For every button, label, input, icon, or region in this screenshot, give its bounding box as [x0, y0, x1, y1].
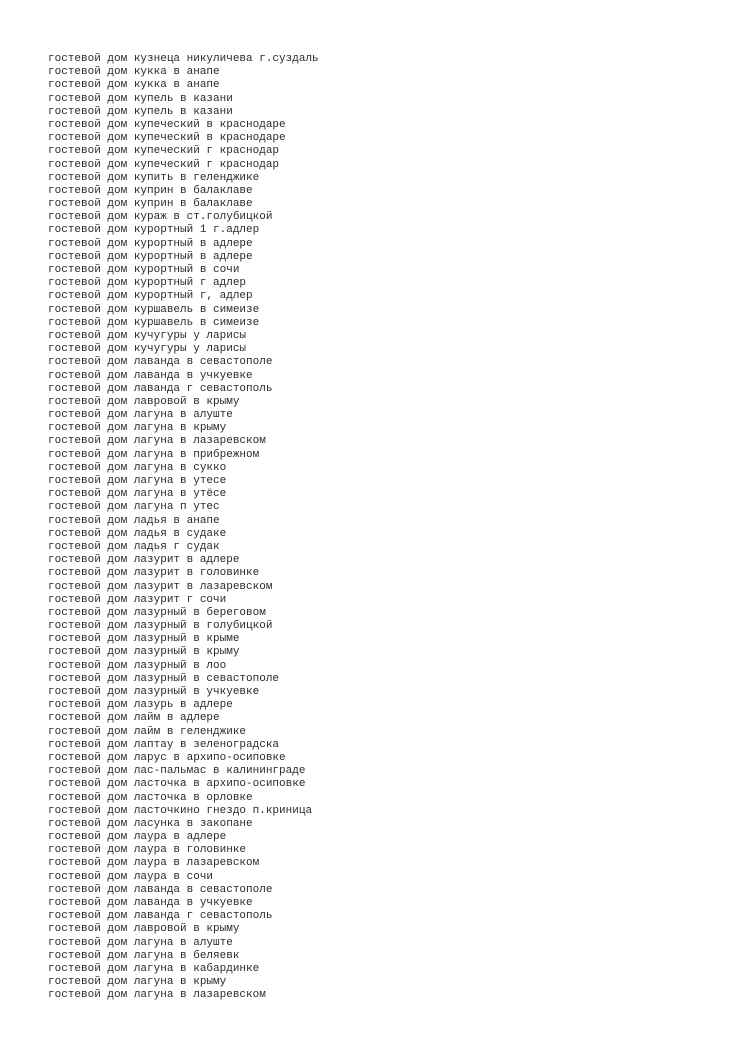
- text-line: гостевой дом лагуна п утес: [48, 501, 220, 514]
- text-line: гостевой дом курортный г, адлер: [48, 290, 253, 303]
- text-line: гостевой дом лаура в лазаревском: [48, 857, 260, 870]
- text-line: гостевой дом курортный г адлер: [48, 277, 247, 290]
- text-line: гостевой дом купеческий в краснодаре: [48, 132, 286, 145]
- text-line: гостевой дом курортный в адлере: [48, 250, 253, 263]
- text-line: гостевой дом ладья в судаке: [48, 527, 227, 540]
- text-line: гостевой дом лаванда г севастополь: [48, 910, 273, 923]
- text-line: гостевой дом кураж в ст.голубицкой: [48, 211, 273, 224]
- text-line: гостевой дом ласточка в орловке: [48, 791, 253, 804]
- text-line: гостевой дом лаванда в учкуевке: [48, 369, 253, 382]
- text-line: гостевой дом лазурный в крыме: [48, 633, 240, 646]
- text-line: гостевой дом куприн в балаклаве: [48, 198, 253, 211]
- text-line: гостевой дом лаура в сочи: [48, 870, 214, 883]
- text-line: гостевой дом лаура в головинке: [48, 844, 247, 857]
- text-line: гостевой дом лагуна в прибрежном: [48, 448, 260, 461]
- text-line: гостевой дом лагуна в крыму: [48, 976, 227, 989]
- text-line: гостевой дом лазурь в адлере: [48, 699, 233, 712]
- text-line: гостевой дом лаура в адлере: [48, 831, 227, 844]
- text-line: гостевой дом купеческий г краснодар: [48, 145, 280, 158]
- text-line: гостевой дом ласунка в закопане: [48, 817, 253, 830]
- text-line: гостевой дом купель в казани: [48, 105, 233, 118]
- text-line: гостевой дом лагуна в беляевк: [48, 949, 240, 962]
- text-line: гостевой дом лавровой в крыму: [48, 395, 240, 408]
- text-line: гостевой дом куприн в балаклаве: [48, 184, 253, 197]
- text-line: гостевой дом ласточка в архипо-осиповке: [48, 778, 306, 791]
- text-line: гостевой дом лазурный в голубицкой: [48, 620, 273, 633]
- text-line: гостевой дом куршавель в симеизе: [48, 303, 260, 316]
- text-line: гостевой дом лайм в геленджике: [48, 725, 247, 738]
- text-line-list: [48, 53, 708, 1003]
- text-line: гостевой дом лагуна в лазаревском: [48, 435, 266, 448]
- text-line: гостевой дом лаванда в севастополе: [48, 883, 273, 896]
- text-line: гостевой дом лазурный в учкуевке: [48, 686, 260, 698]
- text-line: гостевой дом лагуна в сукко: [48, 461, 227, 474]
- text-line: гостевой дом кузнеца никуличева г.суздаль: [48, 53, 319, 65]
- text-line: гостевой дом лазурный в крыму: [48, 646, 240, 659]
- text-line: гостевой дом лазурит в лазаревском: [48, 580, 273, 593]
- text-line: гостевой дом лагуна в алуште: [48, 409, 233, 422]
- text-line: гостевой дом лагуна в кабардинке: [48, 962, 260, 975]
- text-line: гостевой дом лазурит в головинке: [48, 567, 260, 580]
- text-line: гостевой дом ладья г судак: [48, 540, 220, 553]
- text-line: гостевой дом лавровой в крыму: [48, 923, 240, 936]
- text-line: гостевой дом купеческий в краснодаре: [48, 118, 286, 131]
- text-line: гостевой дом лаванда в севастополе: [48, 356, 273, 369]
- text-line: гостевой дом лагуна в утёсе: [48, 488, 227, 501]
- text-line: гостевой дом куршавель в симеизе: [48, 316, 260, 329]
- text-line: гостевой дом лаптау в зеленоградска: [48, 738, 280, 751]
- text-line: гостевой дом купеческий г краснодар: [48, 158, 280, 171]
- text-line: гостевой дом кучугуры у ларисы: [48, 329, 247, 342]
- text-line: гостевой дом кукка в анапе: [48, 66, 220, 79]
- text-line: гостевой дом лагуна в алуште: [48, 936, 233, 949]
- text-line: гостевой дом лагуна в лазаревском: [48, 989, 266, 1002]
- text-line: гостевой дом лаванда г севастополь: [48, 382, 273, 395]
- text-line: гостевой дом лазурит в адлере: [48, 554, 240, 567]
- text-line: гостевой дом ладья в анапе: [48, 514, 220, 527]
- text-line: гостевой дом курортный в адлере: [48, 237, 253, 250]
- text-line: гостевой дом купить в геленджике: [48, 171, 260, 184]
- text-line: гостевой дом лазурный в севастополе: [48, 672, 280, 685]
- text-line: гостевой дом ларус в архипо-осиповке: [48, 751, 286, 764]
- text-line: гостевой дом купель в казани: [48, 92, 233, 105]
- text-line: гостевой дом курортный 1 г.адлер: [48, 224, 260, 237]
- text-line: гостевой дом лас-пальмас в калининграде: [48, 765, 306, 778]
- text-line: гостевой дом лазурит г сочи: [48, 593, 227, 606]
- text-line: гостевой дом лаванда в учкуевке: [48, 897, 253, 909]
- text-line: гостевой дом лагуна в утесе: [48, 475, 227, 487]
- text-line: гостевой дом кукка в анапе: [48, 79, 220, 92]
- text-line: гостевой дом лайм в адлере: [48, 712, 220, 725]
- text-line: гостевой дом лазурный в лоо: [48, 659, 227, 672]
- text-line: гостевой дом курортный в сочи: [48, 264, 240, 276]
- text-line: гостевой дом ласточкино гнездо п.криница: [48, 804, 313, 817]
- text-line: гостевой дом кучугуры у ларисы: [48, 343, 247, 356]
- text-line: гостевой дом лагуна в крыму: [48, 422, 227, 435]
- text-line: гостевой дом лазурный в береговом: [48, 606, 266, 619]
